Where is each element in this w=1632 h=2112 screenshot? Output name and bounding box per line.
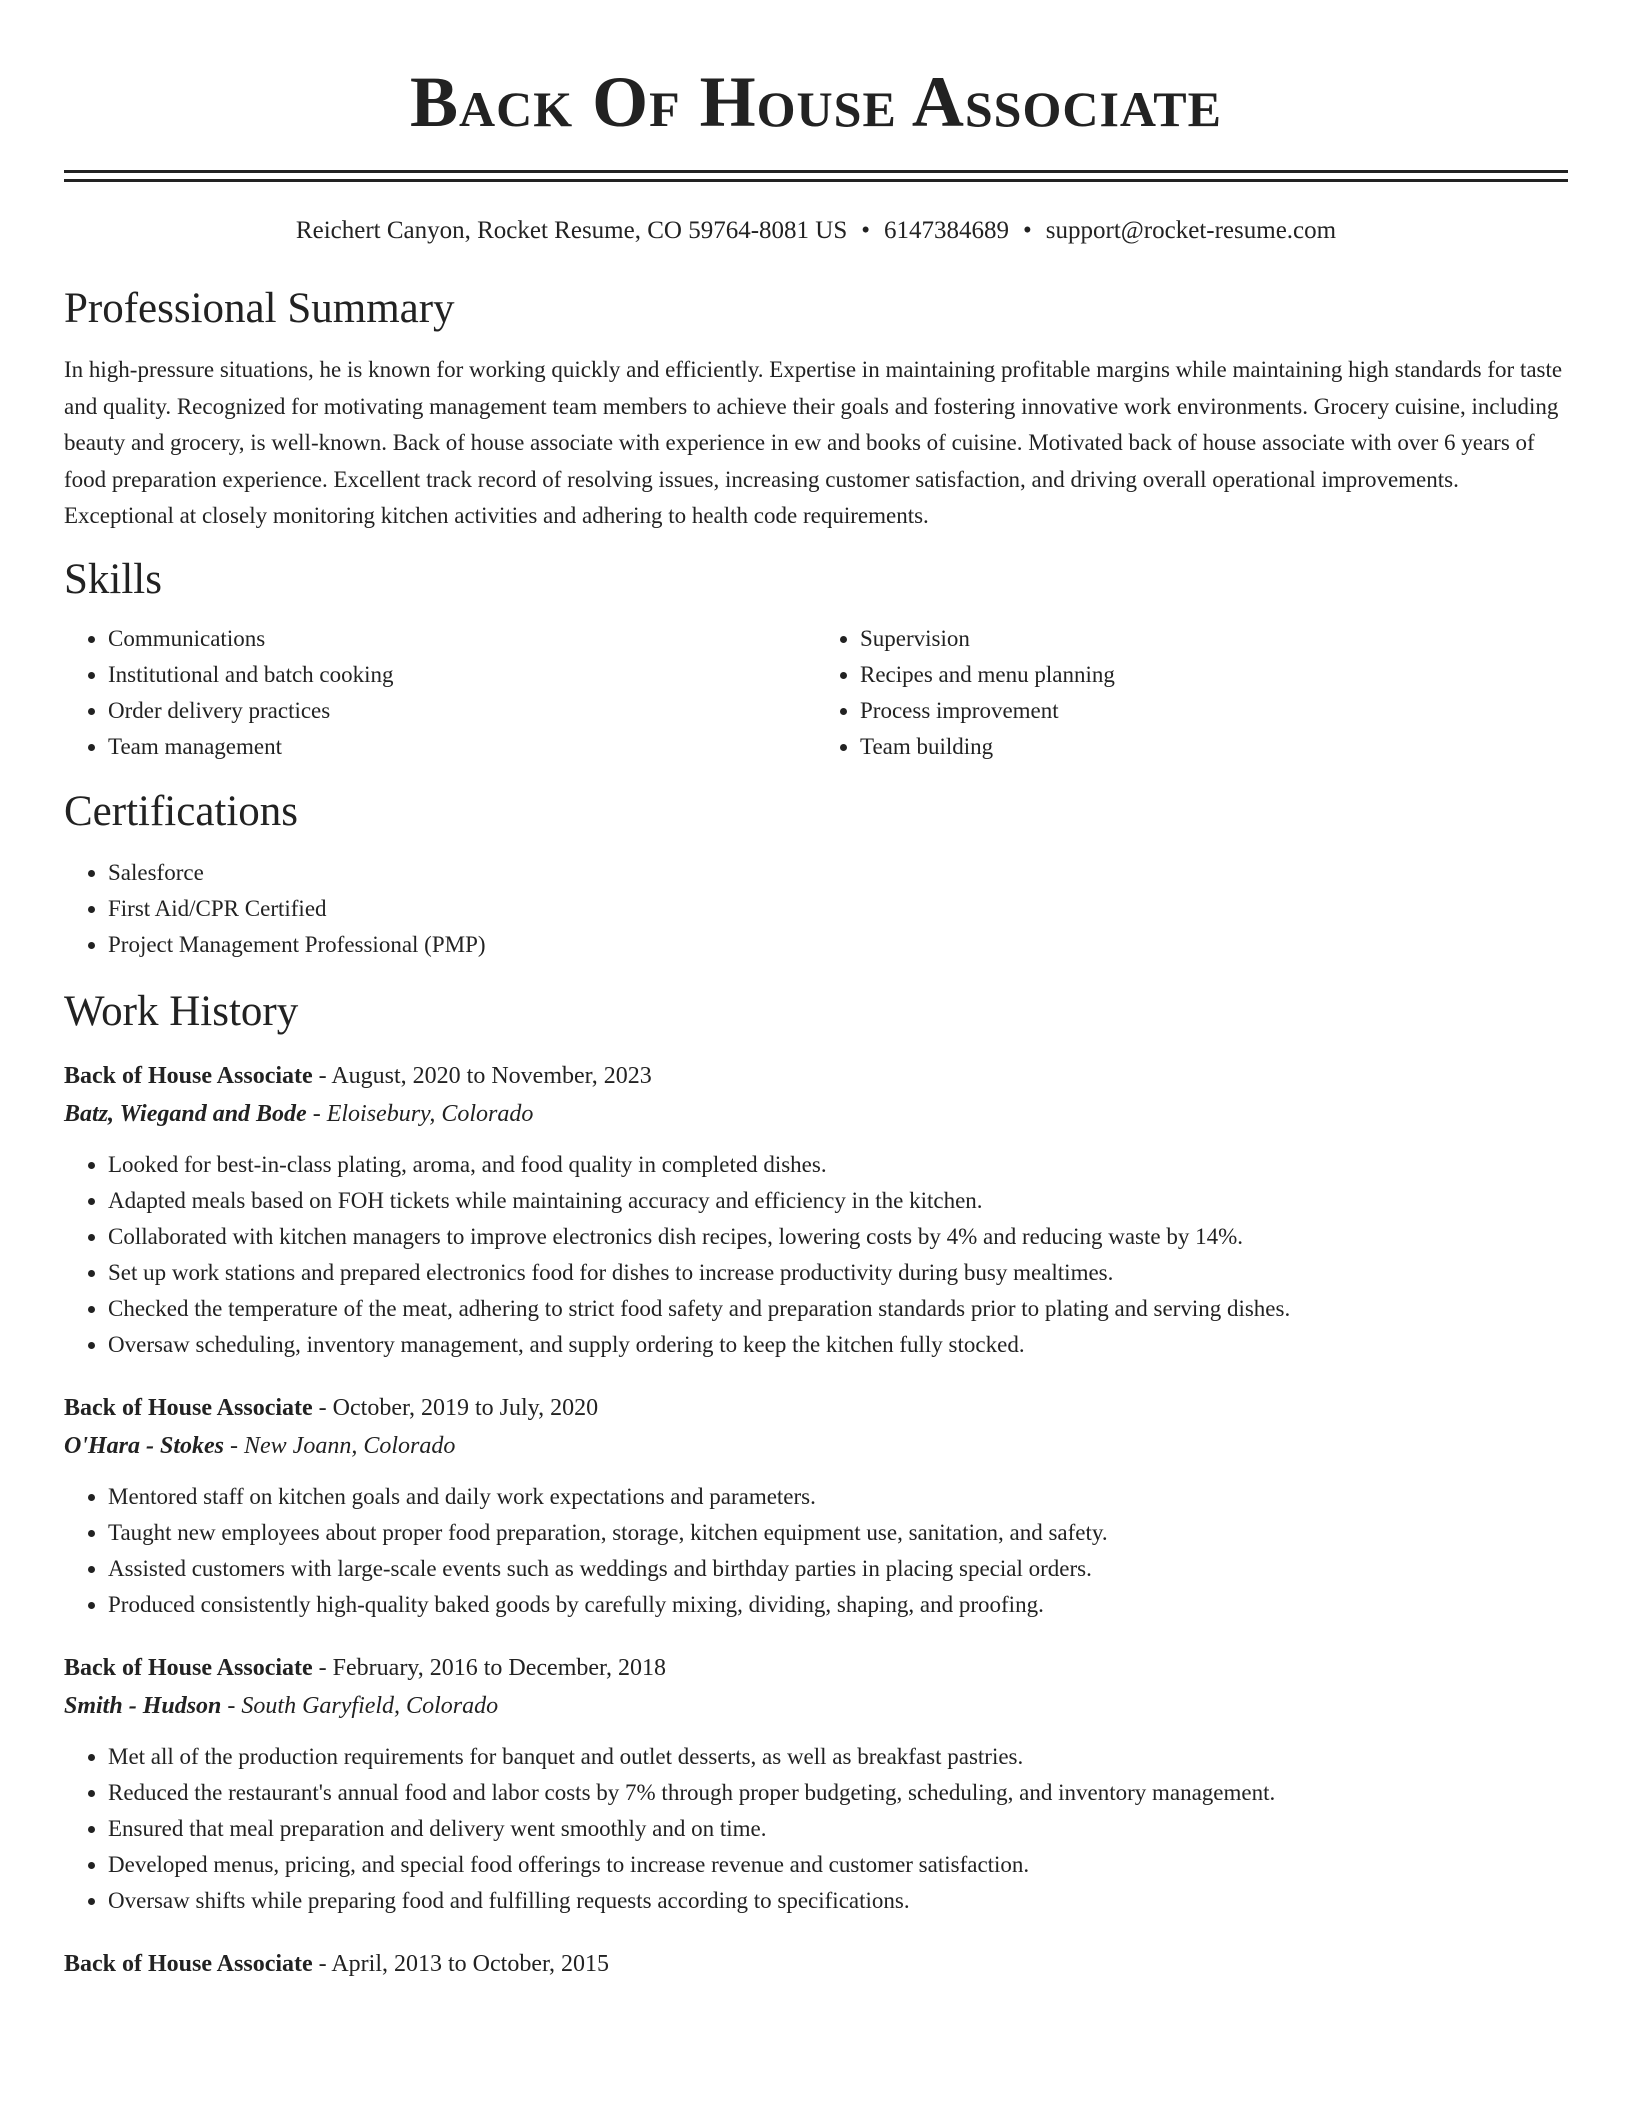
- job-header: [64, 1945, 1568, 1983]
- job-bullet: • Assisted customers with large-scale events such as weddings and birthday parties in placing special orders.: [108, 1551, 1568, 1587]
- skill-item: • Recipes and menu planning: [860, 657, 1568, 693]
- job-dash: -: [312, 1062, 332, 1089]
- job-dates: February, 2016 to December, 2018: [332, 1654, 667, 1681]
- certification-item: • Salesforce: [108, 855, 1568, 891]
- skill-item: • Team building: [860, 729, 1568, 765]
- job-company: Smith - Hudson: [64, 1692, 222, 1719]
- job-entry: [64, 1945, 1568, 1983]
- job-entry: [64, 1057, 1568, 1363]
- contact-email: support@rocket-resume.com: [1045, 217, 1337, 244]
- skill-item: • Communications: [108, 621, 816, 657]
- header-rule-top: [64, 170, 1568, 173]
- certification-item: • First Aid/CPR Certified: [108, 891, 1568, 927]
- contact-phone: 6147384689: [884, 217, 1010, 244]
- certifications-list: [64, 855, 1568, 963]
- job-bullet: • Oversaw shifts while preparing food and fulfilling requests according to specifications.: [108, 1883, 1568, 1919]
- job-bullets: [64, 1479, 1568, 1623]
- job-entry: [64, 1649, 1568, 1919]
- job-bullet: • Taught new employees about proper food preparation, storage, kitchen equipment use, sanitation, and safety.: [108, 1515, 1568, 1551]
- job-company: O'Hara - Stokes: [64, 1432, 225, 1459]
- job-dash: -: [312, 1394, 333, 1421]
- job-location: Eloisebury, Colorado: [326, 1100, 534, 1127]
- job-dash: -: [306, 1100, 327, 1127]
- skill-item: • Team management: [108, 729, 816, 765]
- job-title: Back of House Associate: [64, 1950, 313, 1977]
- job-bullet: • Checked the temperature of the meat, adhering to strict food safety and preparation standards prior to plating and serving dishes.: [108, 1291, 1568, 1327]
- skills-columns: [64, 621, 1568, 765]
- job-location: New Joann, Colorado: [244, 1432, 456, 1459]
- certifications-heading: Certifications: [64, 787, 299, 835]
- job-bullet: • Mentored staff on kitchen goals and daily work expectations and parameters.: [108, 1479, 1568, 1515]
- skill-item: • Institutional and batch cooking: [108, 657, 816, 693]
- job-bullet: • Developed menus, pricing, and special food offerings to increase revenue and customer satisfaction.: [108, 1847, 1568, 1883]
- job-company-line: [64, 1427, 1568, 1465]
- job-bullets: [64, 1739, 1568, 1919]
- job-dash: -: [224, 1432, 245, 1459]
- skill-item: • Order delivery practices: [108, 693, 816, 729]
- job-dash: -: [221, 1692, 242, 1719]
- job-title: Back of House Associate: [64, 1394, 313, 1421]
- skills-list-right: [816, 621, 1568, 765]
- job-header: [64, 1649, 1568, 1687]
- job-bullets: [64, 1147, 1568, 1363]
- job-bullet: • Reduced the restaurant's annual food and labor costs by 7% through proper budgeting, scheduling, and inventory management.: [108, 1775, 1568, 1811]
- job-bullet: • Ensured that meal preparation and delivery went smoothly and on time.: [108, 1811, 1568, 1847]
- job-bullet: • Produced consistently high-quality baked goods by carefully mixing, dividing, shaping, and proofing.: [108, 1587, 1568, 1623]
- job-bullet: • Set up work stations and prepared electronics food for dishes to increase productivity during busy mealtimes.: [108, 1255, 1568, 1291]
- job-bullet: • Met all of the production requirements for banquet and outlet desserts, as well as breakfast pastries.: [108, 1739, 1568, 1775]
- header-rule-bottom: [64, 179, 1568, 182]
- job-bullet: • Looked for best-in-class plating, aroma, and food quality in completed dishes.: [108, 1147, 1568, 1183]
- job-entry: [64, 1389, 1568, 1623]
- job-location: South Garyfield, Colorado: [241, 1692, 499, 1719]
- contact-address: Reichert Canyon, Rocket Resume, CO 59764-8081 US: [295, 217, 848, 244]
- job-dash: -: [312, 1654, 333, 1681]
- job-company-line: [64, 1095, 1568, 1133]
- job-header: [64, 1389, 1568, 1427]
- skill-item: • Process improvement: [860, 693, 1568, 729]
- skills-list-left: [64, 621, 816, 765]
- contact-separator: •: [861, 217, 871, 244]
- resume-page: [64, 0, 1568, 1983]
- job-bullet: • Adapted meals based on FOH tickets while maintaining accuracy and efficiency in the kitchen.: [108, 1183, 1568, 1219]
- job-title: Back of House Associate: [64, 1654, 313, 1681]
- contact-line: [64, 216, 1568, 246]
- job-dates: August, 2020 to November, 2023: [331, 1062, 652, 1089]
- summary-heading: Professional Summary: [64, 285, 455, 332]
- job-company: Batz, Wiegand and Bode: [64, 1100, 307, 1127]
- job-bullet: • Collaborated with kitchen managers to improve electronics dish recipes, lowering costs by 4% and reducing waste by 14%.: [108, 1219, 1568, 1255]
- skill-item: • Supervision: [860, 621, 1568, 657]
- certification-item: • Project Management Professional (PMP): [108, 927, 1568, 963]
- work-history-heading: Work History: [64, 987, 299, 1035]
- skills-heading: Skills: [64, 555, 162, 603]
- job-header: [64, 1057, 1568, 1095]
- resume-name: Back Of House Associate: [409, 62, 1223, 142]
- job-dates: April, 2013 to October, 2015: [331, 1950, 610, 1977]
- job-title: Back of House Associate: [64, 1062, 313, 1089]
- job-dash: -: [312, 1950, 332, 1977]
- contact-separator: •: [1023, 217, 1032, 244]
- job-dates: October, 2019 to July, 2020: [332, 1394, 599, 1421]
- summary-text: In high-pressure situations, he is known for working quickly and efficiently. Expertise in maintaining profitable margins while maintaining high standards for taste and quality. Recognized for motivating management team members to achieve their goals and fostering innovative work environments. Grocery cuisine, including beauty and grocery, is well-known. Back of house associate with experience in ew and books of cuisine. Motivated back of house associate with over 6 years of food preparation experience. Excellent track record of resolving issues, increasing customer satisfaction, and driving overall operational improvements. Exceptional at closely monitoring kitchen activities and adhering to health code requirements.: [64, 357, 1563, 529]
- job-company-line: [64, 1687, 1568, 1725]
- job-bullet: • Oversaw scheduling, inventory management, and supply ordering to keep the kitchen fully stocked.: [108, 1327, 1568, 1363]
